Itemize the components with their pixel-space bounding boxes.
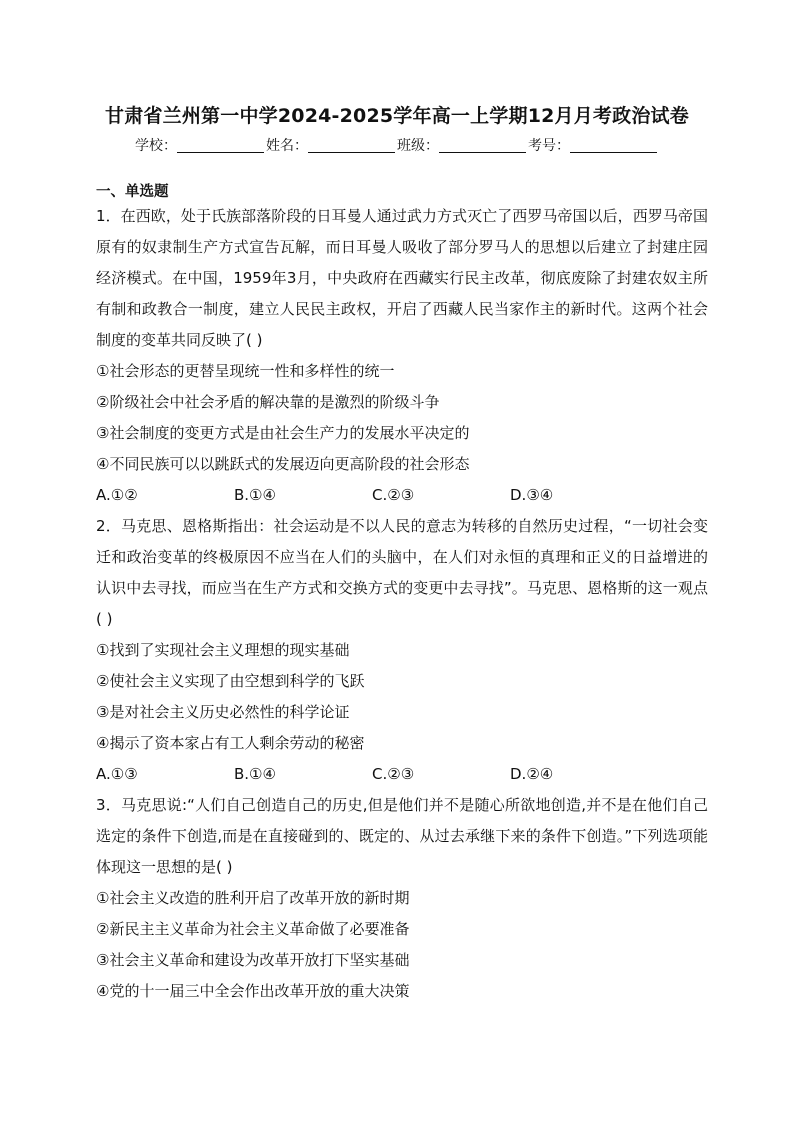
statement-option: ④党的十一届三中全会作出改革开放的重大决策 [96,982,410,1000]
class-blank[interactable] [439,138,526,153]
statement-option: ④揭示了资本家占有工人剩余劳动的秘密 [96,734,365,752]
name-blank[interactable] [308,138,395,153]
class-field[interactable] [397,135,528,155]
student-info-line [0,135,794,155]
questions-container [96,201,708,1007]
question-1 [96,201,708,511]
class-label: 班级： [397,138,439,154]
answer-choices [96,480,708,511]
question-text: 2．马克思、恩格斯指出：社会运动是不以人民的意志为转移的自然历史过程，“一切社会变迁和政治变革的终极原因不应当在人们的头脑中，在人们对永恒的真理和正义的日益增进的认识中去寻找，而应当在生产方式和交换方式的变更中去寻找”。马克思、恩格斯的这一观点( ) [96,517,708,628]
statement-option: ①找到了实现社会主义理想的现实基础 [96,641,350,659]
choice-d[interactable]: D.③④ [510,486,554,504]
statement-option: ④不同民族可以以跳跃式的发展迈向更高阶段的社会形态 [96,455,470,473]
name-label: 姓名： [266,138,308,154]
section-heading: 一、单选题 [96,184,169,200]
school-label: 学校： [135,138,177,154]
choice-c[interactable]: C.②③ [372,765,415,783]
question-2 [96,511,708,790]
statement-option: ③社会制度的变更方式是由社会生产力的发展水平决定的 [96,424,470,442]
choice-c[interactable]: C.②③ [372,486,415,504]
school-blank[interactable] [177,138,264,153]
question-text: 1．在西欧，处于氏族部落阶段的日耳曼人通过武力方式灭亡了西罗马帝国以后，西罗马帝国原有的奴隶制生产方式宣告瓦解，而日耳曼人吸收了部分罗马人的思想以后建立了封建庄园经济模式。在中国，1959年3月，中央政府在西藏实行民主改革，彻底废除了封建农奴主所有制和政教合一制度，建立人民民主政权，开启了西藏人民当家作主的新时代。这两个社会制度的变革共同反映了( ) [96,207,708,349]
choice-b[interactable]: B.①④ [234,765,276,783]
choice-b[interactable]: B.①④ [234,486,276,504]
statement-option: ②阶级社会中社会矛盾的解决靠的是激烈的阶级斗争 [96,393,440,411]
choice-d[interactable]: D.②④ [510,765,554,783]
question-3 [96,790,708,1007]
name-field[interactable] [266,135,397,155]
statement-option: ①社会形态的更替呈现统一性和多样性的统一 [96,362,395,380]
statement-option: ①社会主义改造的胜利开启了改革开放的新时期 [96,889,410,907]
question-text: 3．马克思说:“人们自己创造自己的历史,但是他们并不是随心所欲地创造,并不是在他们自己选定的条件下创造,而是在直接碰到的、既定的、从过去承继下来的条件下创造。”下列选项能体现这一思想的是( ) [96,796,708,876]
exam-number-blank[interactable] [570,138,657,153]
choice-a[interactable]: A.①③ [96,765,138,783]
statement-option: ③社会主义革命和建设为改革开放打下坚实基础 [96,951,410,969]
school-field[interactable] [135,135,266,155]
statement-option: ②使社会主义实现了由空想到科学的飞跃 [96,672,365,690]
statement-option: ③是对社会主义历史必然性的科学论证 [96,703,350,721]
choice-a[interactable]: A.①② [96,486,138,504]
answer-choices [96,759,708,790]
page-title: 甘肃省兰州第一中学2024-2025学年高一上学期12月月考政治试卷 [105,105,689,127]
exam-number-field[interactable] [528,135,659,155]
exam-number-label: 考号： [528,138,570,154]
statement-option: ②新民主主义革命为社会主义革命做了必要准备 [96,920,410,938]
